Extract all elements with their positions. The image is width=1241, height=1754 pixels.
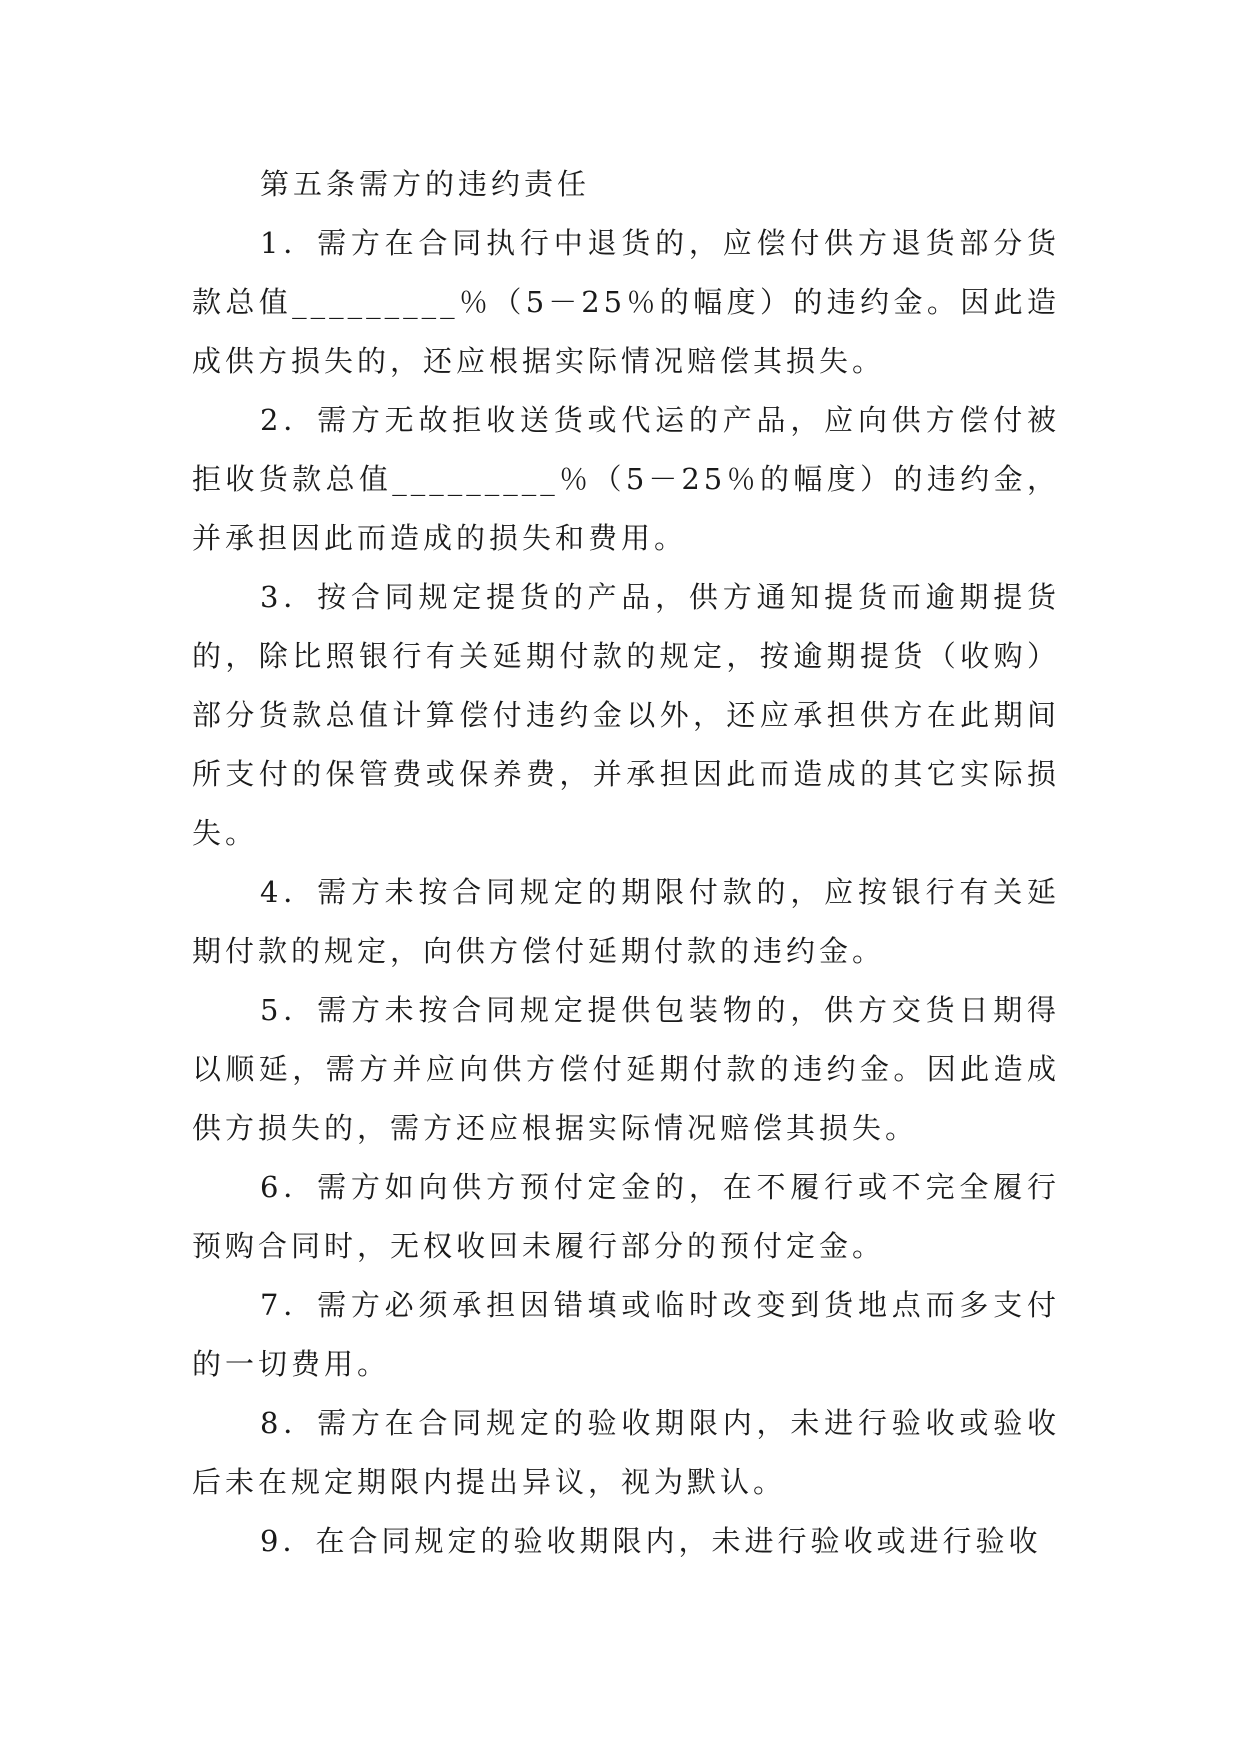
clause-6: 6．需方如向供方预付定金的，在不履行或不完全履行预购合同时，无权收回未履行部分的预付定金。 — [192, 1170, 1060, 1263]
clause-3: 3．按合同规定提货的产品，供方通知提货而逾期提货的，除比照银行有关延期付款的规定，按逾期提货（收购）部分货款总值计算偿付违约金以外，还应承担供方在此期间所支付的保管费或保养费，并承担因此而造成的其它实际损失。 — [192, 580, 1060, 850]
clause-4: 4．需方未按合同规定的期限付款的，应按银行有关延期付款的规定，向供方偿付延期付款的违约金。 — [192, 875, 1060, 968]
contract-text — [192, 155, 1060, 1571]
clause-2: 2．需方无故拒收送货或代运的产品，应向供方偿付被拒收货款总值_________％（5－25％的幅度）的违约金，并承担因此而造成的损失和费用。 — [192, 403, 1060, 555]
clause-8: 8．需方在合同规定的验收期限内，未进行验收或验收后未在规定期限内提出异议，视为默认。 — [192, 1406, 1060, 1499]
clause-1: 1．需方在合同执行中退货的，应偿付供方退货部分货款总值_________％（5－25％的幅度）的违约金。因此造成供方损失的，还应根据实际情况赔偿其损失。 — [192, 226, 1060, 378]
clause-5: 5．需方未按合同规定提供包装物的，供方交货日期得以顺延，需方并应向供方偿付延期付款的违约金。因此造成供方损失的，需方还应根据实际情况赔偿其损失。 — [192, 993, 1060, 1145]
section-heading: 第五条需方的违约责任 — [260, 167, 591, 201]
clause-9: 9．在合同规定的验收期限内，未进行验收或进行验收 — [260, 1524, 1042, 1558]
clause-7: 7．需方必须承担因错填或临时改变到货地点而多支付的一切费用。 — [192, 1288, 1060, 1381]
